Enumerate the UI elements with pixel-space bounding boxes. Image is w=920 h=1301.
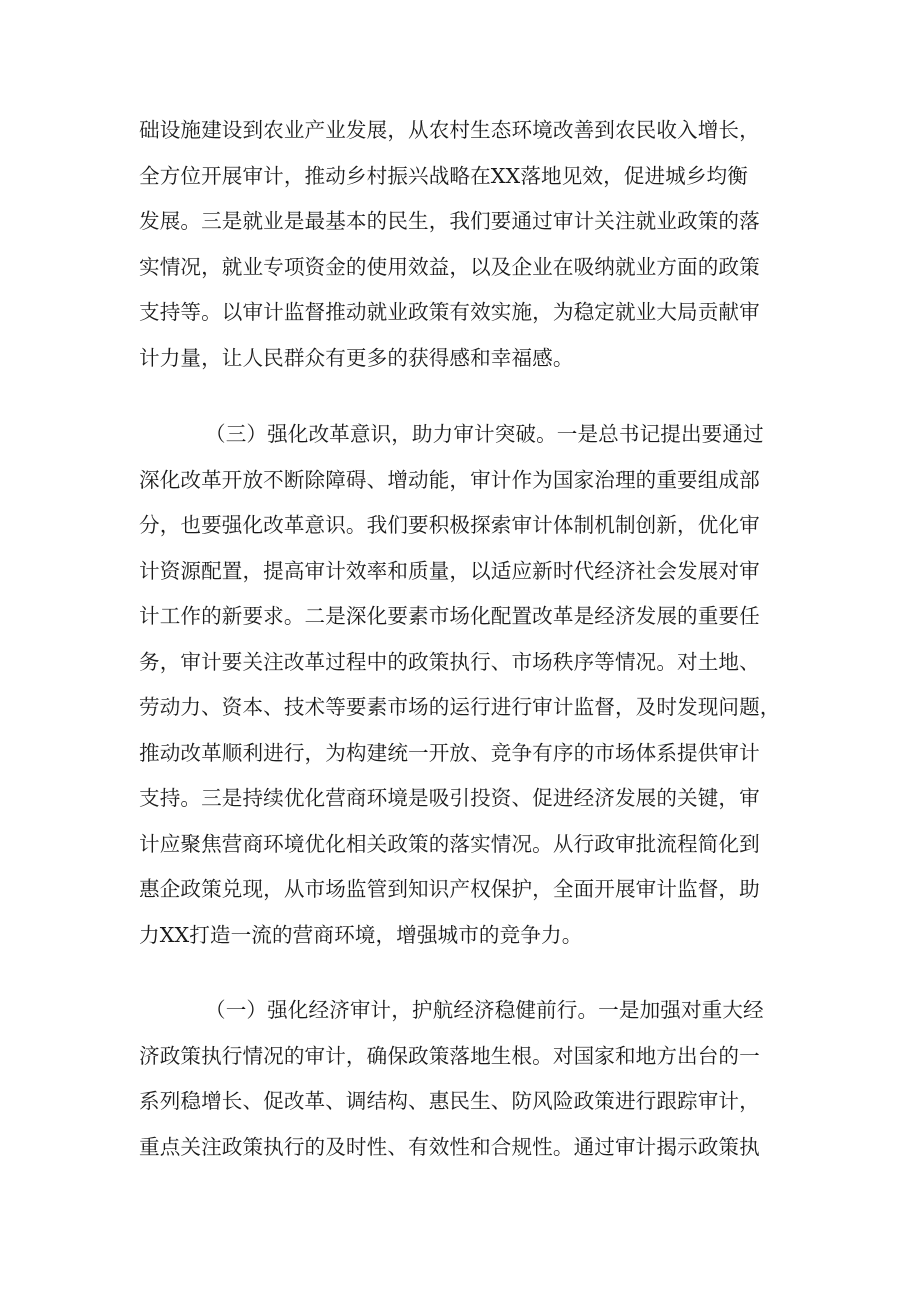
paragraph-line: 计应聚焦营商环境优化相关政策的落实情况。从行政审批流程简化到 bbox=[139, 831, 760, 856]
paragraph-line: 支持等。以审计监督推动就业政策有效实施，为稳定就业大局贡献审 bbox=[139, 300, 760, 324]
paragraph-line: 力XX打造一流的营商环境，增强城市的竞争力。 bbox=[139, 922, 583, 947]
paragraph-line: 济政策执行情况的审计，确保政策落地生根。对国家和地方出台的一 bbox=[139, 1043, 760, 1068]
paragraph-line: （三）强化改革意识，助力审计突破。一是总书记提出要通过 bbox=[205, 422, 764, 446]
paragraph-3 bbox=[139, 988, 779, 1170]
paragraph-line: 重点关注政策执行的及时性、有效性和合规性。通过审计揭示政策执 bbox=[139, 1134, 760, 1159]
paragraph-line: 分，也要强化改革意识。我们要积极探索审计体制机制创新，优化审 bbox=[139, 513, 760, 537]
paragraph-line: （一）强化经济审计，护航经济稳健前行。一是加强对重大经 bbox=[205, 998, 764, 1022]
paragraph-line: 劳动力、资本、技术等要素市场的运行进行审计监督，及时发现问题， bbox=[139, 695, 781, 719]
paragraph-1 bbox=[139, 108, 779, 381]
paragraph-line: 计工作的新要求。二是深化要素市场化配置改革是经济发展的重要任 bbox=[139, 604, 760, 628]
paragraph-line: 系列稳增长、促改革、调结构、惠民生、防风险政策进行跟踪审计， bbox=[139, 1089, 760, 1113]
paragraph-line: 深化改革开放不断除障碍、增动能，审计作为国家治理的重要组成部 bbox=[139, 467, 760, 492]
paragraph-line: 支持。三是持续优化营商环境是吸引投资、促进经济发展的关键，审 bbox=[139, 786, 760, 810]
paragraph-line: 全方位开展审计，推动乡村振兴战略在XX落地见效，促进城乡均衡 bbox=[139, 163, 748, 188]
paragraph-line: 础设施建设到农业产业发展，从农村生态环境改善到农民收入增长， bbox=[139, 118, 760, 142]
paragraph-line: 推动改革顺利进行，为构建统一开放、竞争有序的市场体系提供审计 bbox=[139, 740, 760, 765]
paragraph-line: 计资源配置，提高审计效率和质量，以适应新时代经济社会发展对审 bbox=[139, 558, 760, 583]
paragraph-2 bbox=[139, 412, 779, 958]
paragraph-line: 发展。三是就业是最基本的民生，我们要通过审计关注就业政策的落 bbox=[139, 209, 760, 233]
paragraph-line: 实情况，就业专项资金的使用效益，以及企业在吸纳就业方面的政策 bbox=[139, 254, 760, 279]
paragraph-line: 惠企政策兑现，从市场监管到知识产权保护，全面开展审计监督，助 bbox=[139, 877, 760, 901]
paragraph-line: 计力量，让人民群众有更多的获得感和幸福感。 bbox=[139, 345, 574, 370]
paragraph-line: 务，审计要关注改革过程中的政策执行、市场秩序等情况。对土地、 bbox=[139, 649, 760, 674]
